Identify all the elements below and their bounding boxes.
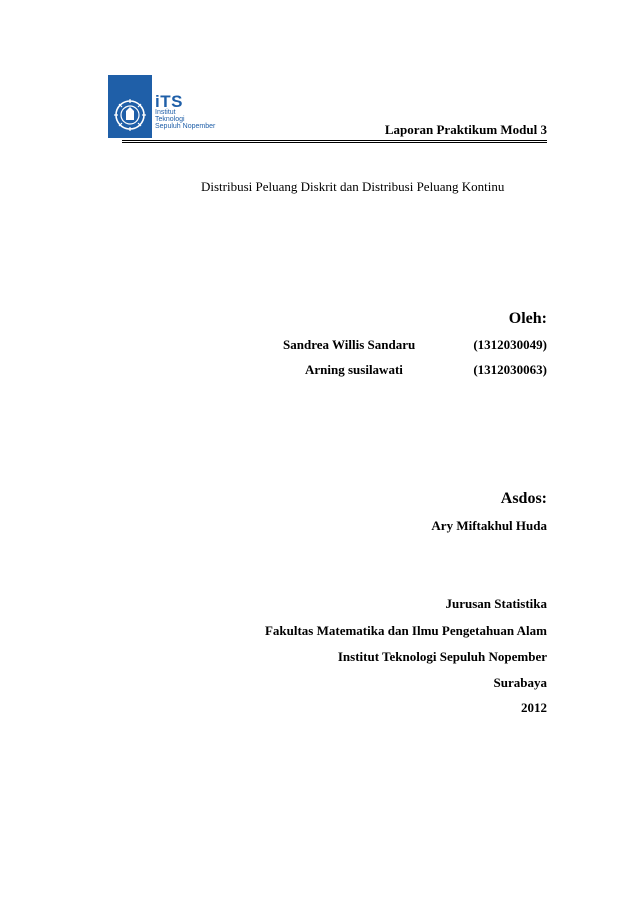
report-subtitle: Distribusi Peluang Diskrit dan Distribusi Peluang Kontinu [201,179,505,194]
city: Surabaya [493,675,547,690]
assistant-name: Ary Miftakhul Huda [431,518,547,533]
author-name: Sandrea Willis Sandaru [283,337,416,352]
year: 2012 [521,700,547,715]
author-nrp: (1312030063) [473,362,547,377]
report-title: Laporan Praktikum Modul 3 [384,122,547,137]
faculty: Fakultas Matematika dan Ilmu Pengetahuan Alam [264,623,547,638]
its-emblem [108,75,152,138]
assistant-heading: Asdos: [500,490,547,507]
author-name: Arning susilawati [305,362,403,377]
author-nrp: (1312030049) [473,337,547,352]
header-rule-bottom [122,142,547,143]
university: Institut Teknologi Sepuluh Nopember [337,649,547,664]
authors-heading: Oleh: [508,310,547,327]
its-logo [108,75,225,140]
logo-subtext: Institut Teknologi Sepuluh Nopember [155,109,216,131]
logo-brand-text: iTS [155,92,183,111]
header-rule-top [122,140,547,141]
department: Jurusan Statistika [445,596,547,611]
